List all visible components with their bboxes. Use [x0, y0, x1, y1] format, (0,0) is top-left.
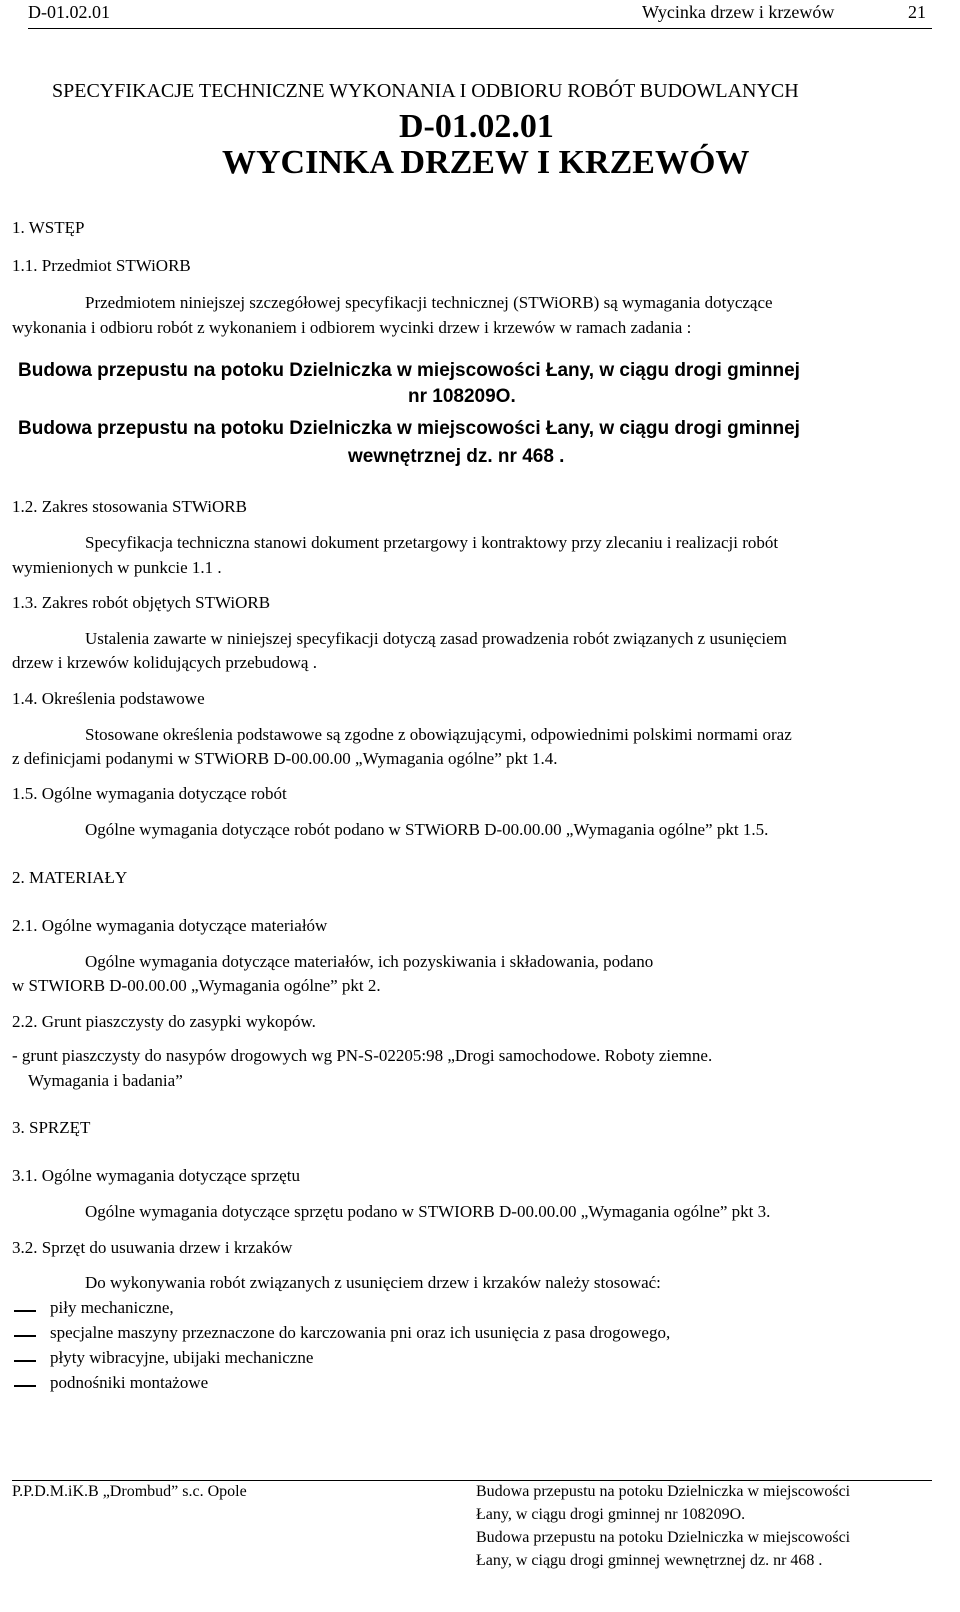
section-2-1-heading: 2.1. Ogólne wymagania dotyczące materiałów [12, 916, 328, 935]
section-2-2-heading: 2.2. Grunt piaszczysty do zasypki wykopów. [12, 1012, 316, 1031]
equipment-item: płyty wibracyjne, ubijaki mechaniczne [50, 1348, 314, 1367]
doc-code: D-01.02.01 [399, 108, 554, 145]
section-3-1-heading: 3.1. Ogólne wymagania dotyczące sprzętu [12, 1166, 300, 1185]
section-1-5-heading: 1.5. Ogólne wymagania dotyczące robót [12, 784, 287, 803]
section-1-4-line1: Stosowane określenia podstawowe są zgodne z obowiązującymi, odpowiednimi polskimi normami oraz [85, 725, 792, 744]
spec-title: SPECYFIKACJE TECHNICZNE WYKONANIA I ODBIORU ROBÓT BUDOWLANYCH [52, 80, 799, 102]
section-1-1-line2: wykonania i odbioru robót z wykonaniem i odbiorem wycinki drzew i krzewów w ramach zadania : [12, 318, 692, 337]
header-rule [28, 28, 932, 29]
project-1-line1: Budowa przepustu na potoku Dzielniczka w miejscowości Łany, w ciągu drogi gminnej [18, 360, 800, 381]
bullet-dash [14, 1385, 36, 1387]
bullet-dash [14, 1310, 36, 1312]
section-1-5-line1: Ogólne wymagania dotyczące robót podano w STWiORB D-00.00.00 „Wymagania ogólne” pkt 1.5. [85, 820, 769, 839]
header-code: D-01.02.01 [28, 2, 110, 22]
bullet-dash [14, 1335, 36, 1337]
footer-project-line3: Budowa przepustu na potoku Dzielniczka w miejscowości [476, 1529, 851, 1546]
section-2-1-line1: Ogólne wymagania dotyczące materiałów, ich pozyskiwania i składowania, podano [85, 952, 654, 971]
section-1-3-line1: Ustalenia zawarte w niniejszej specyfikacji dotyczą zasad prowadzenia robót związanych z usunięciem [85, 629, 787, 648]
equipment-item: podnośniki montażowe [50, 1373, 209, 1392]
section-1-3-line2: drzew i krzewów kolidujących przebudową . [12, 653, 317, 672]
section-1-4-heading: 1.4. Określenia podstawowe [12, 689, 205, 708]
equipment-item: specjalne maszyny przeznaczone do karczowania pni oraz ich usunięcia z pasa drogowego, [50, 1323, 671, 1342]
section-1-heading: 1. WSTĘP [12, 218, 85, 237]
equipment-item: piły mechaniczne, [50, 1298, 174, 1317]
footer-project-line2: Łany, w ciągu drogi gminnej nr 108209O. [476, 1506, 746, 1523]
section-3-2-line1: Do wykonywania robót związanych z usunięciem drzew i krzaków należy stosować: [85, 1273, 661, 1292]
section-2-1-line2: w STWIORB D-00.00.00 „Wymagania ogólne” pkt 2. [12, 976, 381, 995]
bullet-dash [14, 1360, 36, 1362]
section-1-1-line1: Przedmiotem niniejszej szczegółowej specyfikacji technicznej (STWiORB) są wymagania dotyczące [85, 293, 773, 312]
section-1-2-line1: Specyfikacja techniczna stanowi dokument przetargowy i kontraktowy przy zlecaniu i realizacji robót [85, 533, 779, 552]
project-2-line1: Budowa przepustu na potoku Dzielniczka w miejscowości Łany, w ciągu drogi gminnej [18, 418, 800, 439]
header-page-number: 21 [908, 2, 926, 22]
section-1-2-heading: 1.2. Zakres stosowania STWiORB [12, 497, 247, 516]
section-3-2-heading: 3.2. Sprzęt do usuwania drzew i krzaków [12, 1238, 293, 1257]
section-2-2-line1: - grunt piaszczysty do nasypów drogowych wg PN-S-02205:98 „Drogi samochodowe. Roboty ziemne. [12, 1046, 713, 1065]
section-1-3-heading: 1.3. Zakres robót objętych STWiORB [12, 593, 271, 612]
project-2-line2: wewnętrznej dz. nr 468 . [348, 446, 565, 467]
footer-company: P.P.D.M.iK.B „Drombud” s.c. Opole [12, 1483, 247, 1500]
section-3-heading: 3. SPRZĘT [12, 1118, 91, 1137]
section-2-2-line2: Wymagania i badania” [28, 1071, 183, 1090]
project-1-line2: nr 108209O. [408, 386, 516, 407]
section-1-1-heading: 1.1. Przedmiot STWiORB [12, 256, 191, 275]
section-3-1-line1: Ogólne wymagania dotyczące sprzętu podano w STWIORB D-00.00.00 „Wymagania ogólne” pkt 3. [85, 1202, 771, 1221]
header-title: Wycinka drzew i krzewów [642, 2, 835, 22]
doc-name: WYCINKA DRZEW I KRZEWÓW [222, 144, 750, 181]
section-2-heading: 2. MATERIAŁY [12, 868, 128, 887]
footer-rule [12, 1480, 932, 1481]
section-1-2-line2: wymienionych w punkcie 1.1 . [12, 558, 222, 577]
footer-project-line4: Łany, w ciągu drogi gminnej wewnętrznej dz. nr 468 . [476, 1552, 823, 1569]
footer-project-line1: Budowa przepustu na potoku Dzielniczka w miejscowości [476, 1483, 851, 1500]
section-1-4-line2: z definicjami podanymi w STWiORB D-00.00.00 „Wymagania ogólne” pkt 1.4. [12, 749, 558, 768]
